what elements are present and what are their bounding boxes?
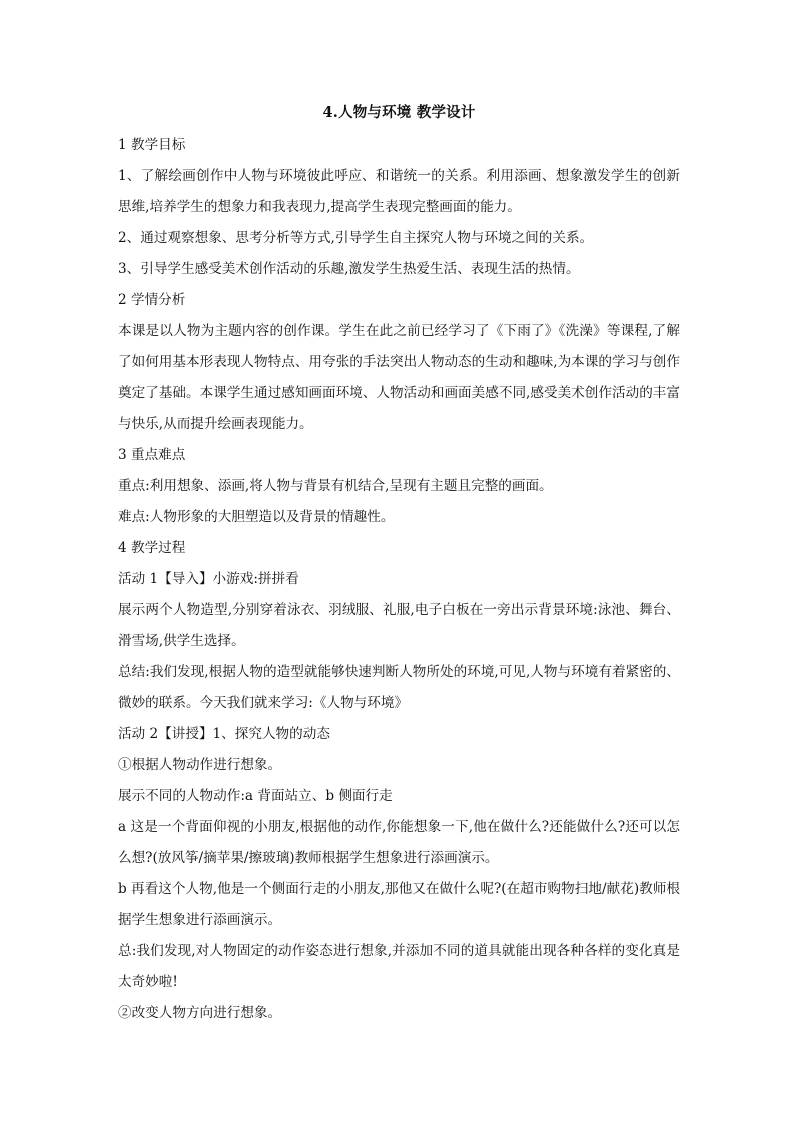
section-heading: 2 学情分析 [118,292,186,308]
activity-2-step-2: ②改变人物方向进行想象。 [118,1005,282,1021]
section-heading: 1 教学目标 [118,137,186,153]
section-teaching-process [118,533,680,1029]
section-heading: 4 教学过程 [118,540,186,556]
activity-2-actions: 展示不同的人物动作:a 背面站立、b 侧面行走 [118,788,393,804]
document-body [118,100,680,1029]
section-teaching-objectives [118,130,680,285]
difficulty-point: 难点:人物形象的大胆塑造以及背景的情趣性。 [118,509,395,525]
objective-1: 1、了解绘画创作中人物与环境彼此呼应、和谐统一的关系。利用添画、想象激发学生的创新思维,培养学生的想象力和我表现力,提高学生表现完整画面的能力。 [118,168,680,215]
document-title: 4.人物与环境 教学设计 [322,104,476,121]
activity-2-step-1: ①根据人物动作进行想象。 [118,757,282,773]
section-key-points [118,440,680,533]
objective-2: 2、通过观察想象、思考分析等方式,引导学生自主探究人物与环境之间的关系。 [118,230,594,246]
activity-2-summary: 总:我们发现,对人物固定的动作姿态进行想象,并添加不同的道具就能出现各种各样的变化真是太奇妙啦! [118,943,680,990]
activity-1-description: 展示两个人物造型,分别穿着泳衣、羽绒服、礼服,电子白板在一旁出示背景环境:泳池、舞台、滑雪场,供学生选择。 [118,602,680,649]
analysis-paragraph: 本课是以人物为主题内容的创作课。学生在此之前已经学习了《下雨了》《洗澡》等课程,了解了如何用基本形表现人物特点、用夸张的手法突出人物动态的生动和趣味,为本课的学习与创作奠定了基础。本课学生通过感知画面环境、人物活动和画面美感不同,感受美术创作活动的丰富与快乐,从而提升绘画表现能力。 [118,323,680,432]
objective-3: 3、引导学生感受美术创作活动的乐趣,激发学生热爱生活、表现生活的热情。 [118,261,580,277]
activity-1-title: 活动 1【导入】小游戏:拼拼看 [118,571,299,587]
activity-2-item-b: b 再看这个人物,他是一个侧面行走的小朋友,那他又在做什么呢?(在超市购物扫地/献花)教师根据学生想象进行添画演示。 [118,881,680,928]
key-point: 重点:利用想象、添画,将人物与背景有机结合,呈现有主题且完整的画面。 [118,478,553,494]
section-heading: 3 重点难点 [118,447,186,463]
activity-2-title: 活动 2【讲授】1、探究人物的动态 [118,726,330,742]
activity-2-item-a: a 这是一个背面仰视的小朋友,根据他的动作,你能想象一下,他在做什么?还能做什么?还可以怎么想?(放风筝/摘苹果/擦玻璃)教师根据学生想象进行添画演示。 [118,819,680,866]
section-student-analysis [118,285,680,440]
activity-1-summary: 总结:我们发现,根据人物的造型就能够快速判断人物所处的环境,可见,人物与环境有着紧密的、微妙的联系。今天我们就来学习:《人物与环境》 [118,664,680,711]
